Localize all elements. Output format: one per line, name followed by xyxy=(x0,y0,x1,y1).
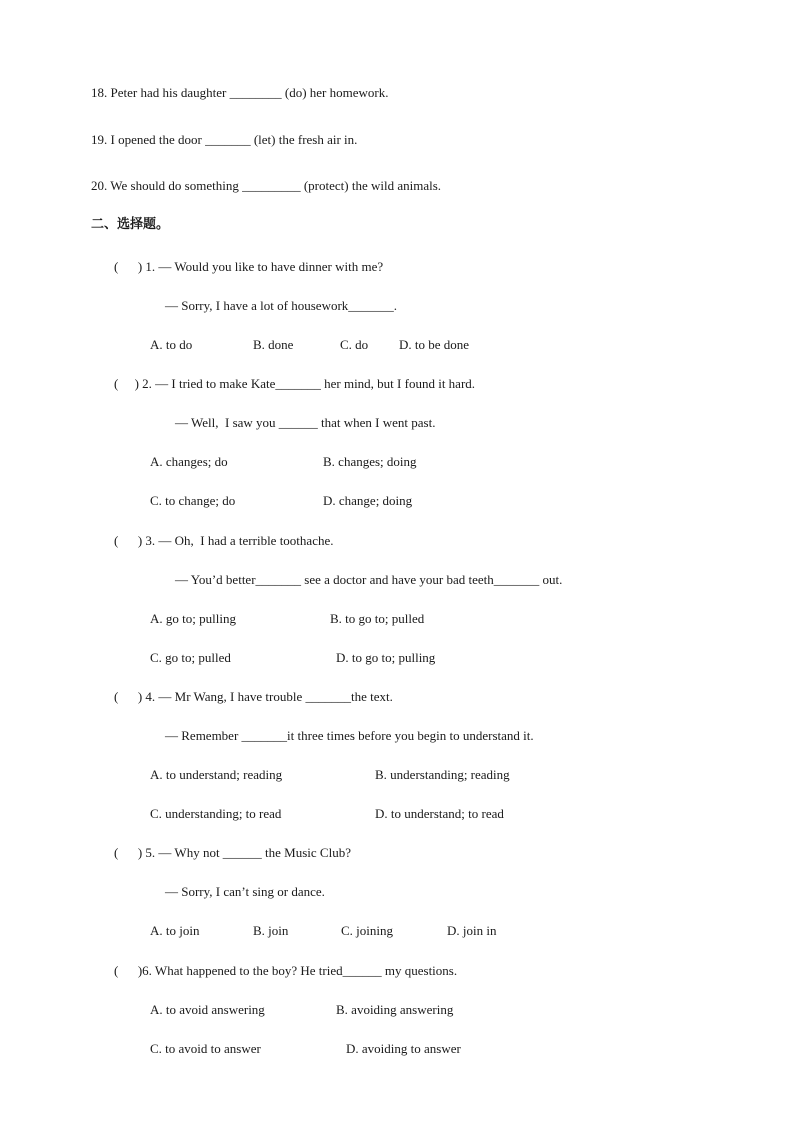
mc-question-2-reply: — Well, I saw you ______ that when I went past. xyxy=(175,415,436,430)
mc-question-4-option-c: C. understanding; to read xyxy=(150,806,282,821)
mc-question-6-option-c: C. to avoid to answer xyxy=(150,1041,261,1056)
mc-question-4-option-d: D. to understand; to read xyxy=(375,806,504,821)
mc-question-1-stem: ( ) 1. — Would you like to have dinner with me? xyxy=(114,259,384,274)
mc-question-2-stem: ( ) 2. — I tried to make Kate_______ her mind, but I found it hard. xyxy=(114,376,476,391)
mc-question-6-stem: ( )6. What happened to the boy? He tried______ my questions. xyxy=(114,963,458,978)
mc-question-2-option-c: C. to change; do xyxy=(150,493,236,508)
mc-question-1-option-b: B. done xyxy=(253,337,294,352)
mc-question-6-option-a: A. to avoid answering xyxy=(150,1002,265,1017)
question-18: 18. Peter had his daughter ________ (do) her homework. xyxy=(91,85,389,100)
mc-question-1-reply: — Sorry, I have a lot of housework_______. xyxy=(165,298,398,313)
mc-question-3-stem: ( ) 3. — Oh, I had a terrible toothache. xyxy=(114,533,334,548)
mc-question-1-option-c: C. do xyxy=(340,337,369,352)
mc-question-3-reply: — You’d better_______ see a doctor and have your bad teeth_______ out. xyxy=(175,572,563,587)
mc-question-4-option-b: B. understanding; reading xyxy=(375,767,510,782)
mc-question-3-option-b: B. to go to; pulled xyxy=(330,611,425,626)
mc-question-4-option-a: A. to understand; reading xyxy=(150,767,283,782)
mc-question-5-stem: ( ) 5. — Why not ______ the Music Club? xyxy=(114,845,351,860)
mc-question-1-option-d: D. to be done xyxy=(399,337,470,352)
question-19: 19. I opened the door _______ (let) the fresh air in. xyxy=(91,132,358,147)
mc-question-6-option-b: B. avoiding answering xyxy=(336,1002,454,1017)
mc-question-4-reply: — Remember _______it three times before you begin to understand it. xyxy=(165,728,534,743)
mc-question-2-option-a: A. changes; do xyxy=(150,454,228,469)
mc-question-5-option-b: B. join xyxy=(253,923,289,938)
mc-question-3-option-d: D. to go to; pulling xyxy=(336,650,436,665)
section-heading: 二、选择题。 xyxy=(91,217,170,232)
mc-question-1-option-a: A. to do xyxy=(150,337,193,352)
mc-question-5-option-c: C. joining xyxy=(341,923,394,938)
mc-question-6-option-d: D. avoiding to answer xyxy=(346,1041,461,1056)
mc-question-4-stem: ( ) 4. — Mr Wang, I have trouble _______the text. xyxy=(114,689,393,704)
mc-question-2-option-b: B. changes; doing xyxy=(323,454,417,469)
mc-question-5-reply: — Sorry, I can’t sing or dance. xyxy=(165,884,325,899)
mc-question-2-option-d: D. change; doing xyxy=(323,493,413,508)
mc-question-5-option-a: A. to join xyxy=(150,923,200,938)
mc-question-5-option-d: D. join in xyxy=(447,923,497,938)
question-20: 20. We should do something _________ (protect) the wild animals. xyxy=(91,178,442,193)
mc-question-3-option-c: C. go to; pulled xyxy=(150,650,231,665)
mc-question-3-option-a: A. go to; pulling xyxy=(150,611,236,626)
